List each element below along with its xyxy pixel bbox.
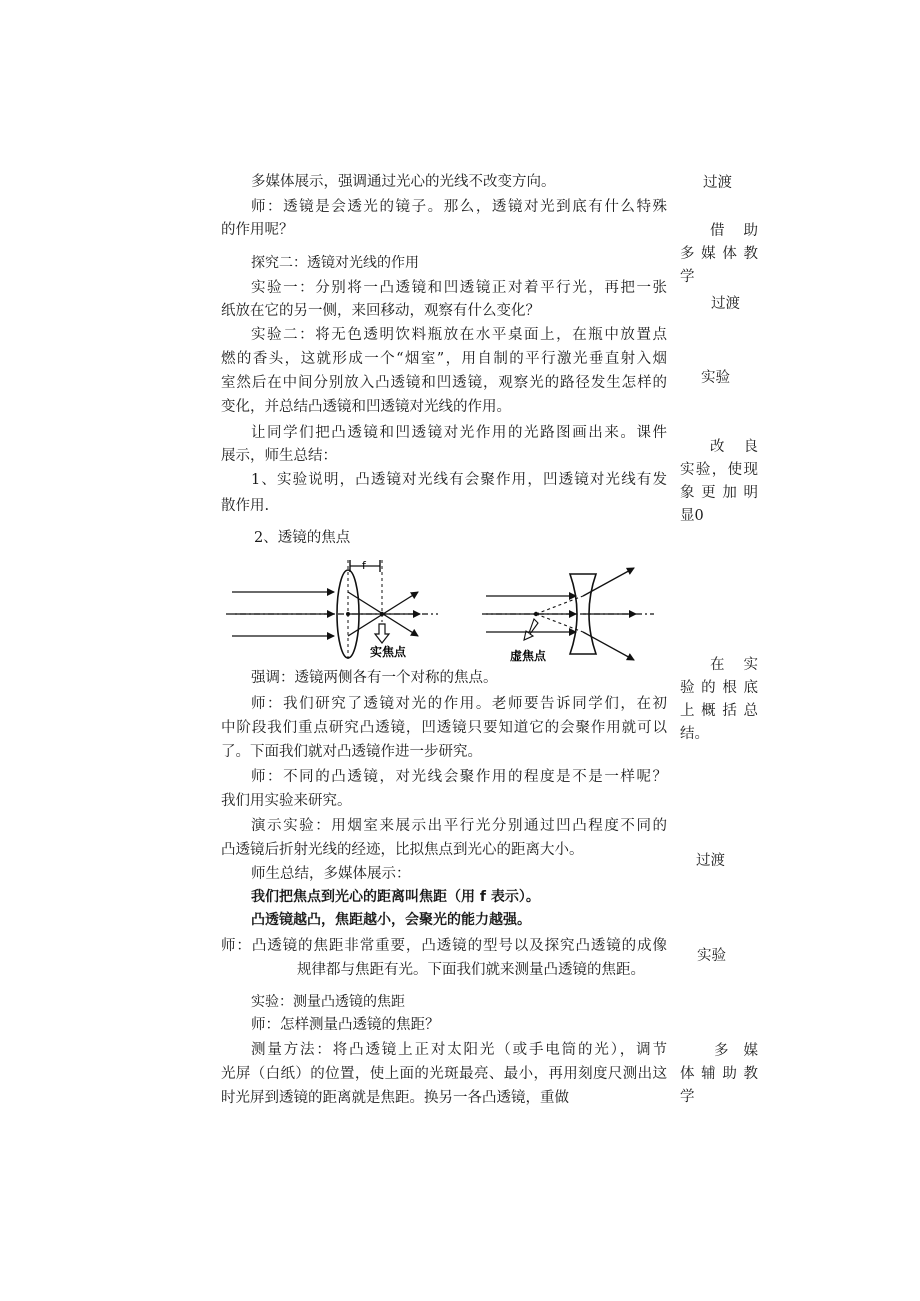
text-line: 实验二：将无色透明饮料瓶放在水平桌面上，在瓶中放置点 bbox=[251, 327, 667, 343]
text-line: 时光屏到透镜的距离就是焦距。换另一各凸透镜，重做 bbox=[221, 1090, 569, 1106]
text-line: 变化，并总结凸透镜和凹透镜对光线的作用。 bbox=[221, 399, 511, 415]
real-focus-label: 实焦点 bbox=[370, 645, 407, 659]
text-line: 我们用实验来研究。 bbox=[221, 793, 352, 809]
side-note: 借 助 多媒体教 学 bbox=[680, 223, 758, 285]
side-note: 改 良 实验，使现 象更加明 显0 bbox=[680, 439, 758, 524]
section-heading: 探究二：透镜对光线的作用 bbox=[251, 255, 419, 271]
text-line: 燃的香头，这就形成一个“烟室”，用自制的平行激光垂直射入烟 bbox=[221, 351, 667, 367]
text-line: 了。下面我们就对凸透镜作进一步研究。 bbox=[221, 744, 482, 760]
side-note: 过渡 bbox=[696, 853, 725, 869]
section-heading: 实验：测量凸透镜的焦距 bbox=[251, 994, 405, 1010]
side-note: 实验 bbox=[697, 948, 726, 964]
virtual-focus-pointer bbox=[524, 619, 538, 640]
side-note: 多 媒 体辅助教 学 bbox=[680, 1043, 758, 1105]
text-line: 光屏（白纸）的位置，使上面的光斑最亮、最小，再用刻度尺测出这 bbox=[221, 1066, 667, 1082]
text-line: 师：不同的凸透镜，对光线会聚作用的程度是不是一样呢？ bbox=[251, 769, 667, 785]
text-line: 实验一：分别将一凸透镜和凹透镜正对着平行光，再把一张 bbox=[251, 280, 667, 296]
side-note: 过渡 bbox=[703, 175, 732, 191]
text-line: 师生总结，多媒体展示： bbox=[251, 866, 411, 882]
text-line: 1、实验说明，凸透镜对光线有会聚作用，凹透镜对光线有发 bbox=[251, 472, 667, 488]
text-line: 多媒体展示，强调通过光心的光线不改变方向。 bbox=[251, 174, 556, 190]
side-note: 实验 bbox=[701, 370, 730, 386]
text-line: 的作用呢？ bbox=[221, 222, 294, 238]
text-line: 师：透镜是会透光的镜子。那么，透镜对光到底有什么特殊 bbox=[251, 199, 667, 215]
text-line: 让同学们把凸透镜和凹透镜对光作用的光路图画出来。课件 bbox=[251, 425, 667, 441]
lens-focus-diagram bbox=[224, 552, 654, 664]
text-line: 凸透镜后折射光线的经迹，比拟焦点到光心的距离大小。 bbox=[221, 842, 584, 858]
text-line: 师：我们研究了透镜对光的作用。老师要告诉同学们，在初 bbox=[251, 696, 667, 712]
emphasis-line: 凸透镜越凸，焦距越小，会聚光的能力越强。 bbox=[251, 912, 531, 928]
side-note: 过渡 bbox=[711, 296, 740, 312]
virtual-focus-label: 虚焦点 bbox=[510, 649, 547, 663]
text-line: 测量方法：将凸透镜上正对太阳光（或手电筒的光），调节 bbox=[251, 1042, 667, 1058]
text-line: 室然后在中间分别放入凸透镜和凹透镜，观察光的路径发生怎样的 bbox=[221, 375, 667, 391]
text-line: 强调：透镜两侧各有一个对称的焦点。 bbox=[251, 670, 498, 686]
text-line: 中阶段我们重点研究凸透镜，凹透镜只要知道它的会聚作用就可以 bbox=[221, 720, 667, 736]
text-line: 规律都与焦距有光。下面我们就来测量凸透镜的焦距。 bbox=[297, 962, 645, 978]
text-line: 展示，师生总结： bbox=[221, 448, 337, 464]
text-line: 散作用. bbox=[221, 498, 270, 514]
text-line: 师：凸透镜的焦距非常重要，凸透镜的型号以及探究凸透镜的成像 bbox=[221, 938, 667, 954]
focal-length-label: f bbox=[362, 559, 366, 572]
text-line: 师：怎样测量凸透镜的焦距？ bbox=[251, 1017, 440, 1033]
text-line: 纸放在它的另一侧，来回移动，观察有什么变化？ bbox=[221, 303, 540, 319]
emphasis-line: 我们把焦点到光心的距离叫焦距（用 f 表示）。 bbox=[251, 889, 540, 905]
text-line: 2、透镜的焦点 bbox=[254, 530, 351, 546]
real-focus-pointer bbox=[375, 624, 389, 643]
text-line: 演示实验：用烟室来展示出平行光分别通过凹凸程度不同的 bbox=[251, 818, 667, 834]
side-note: 在 实 验的根底 上概括总 结。 bbox=[680, 657, 758, 742]
